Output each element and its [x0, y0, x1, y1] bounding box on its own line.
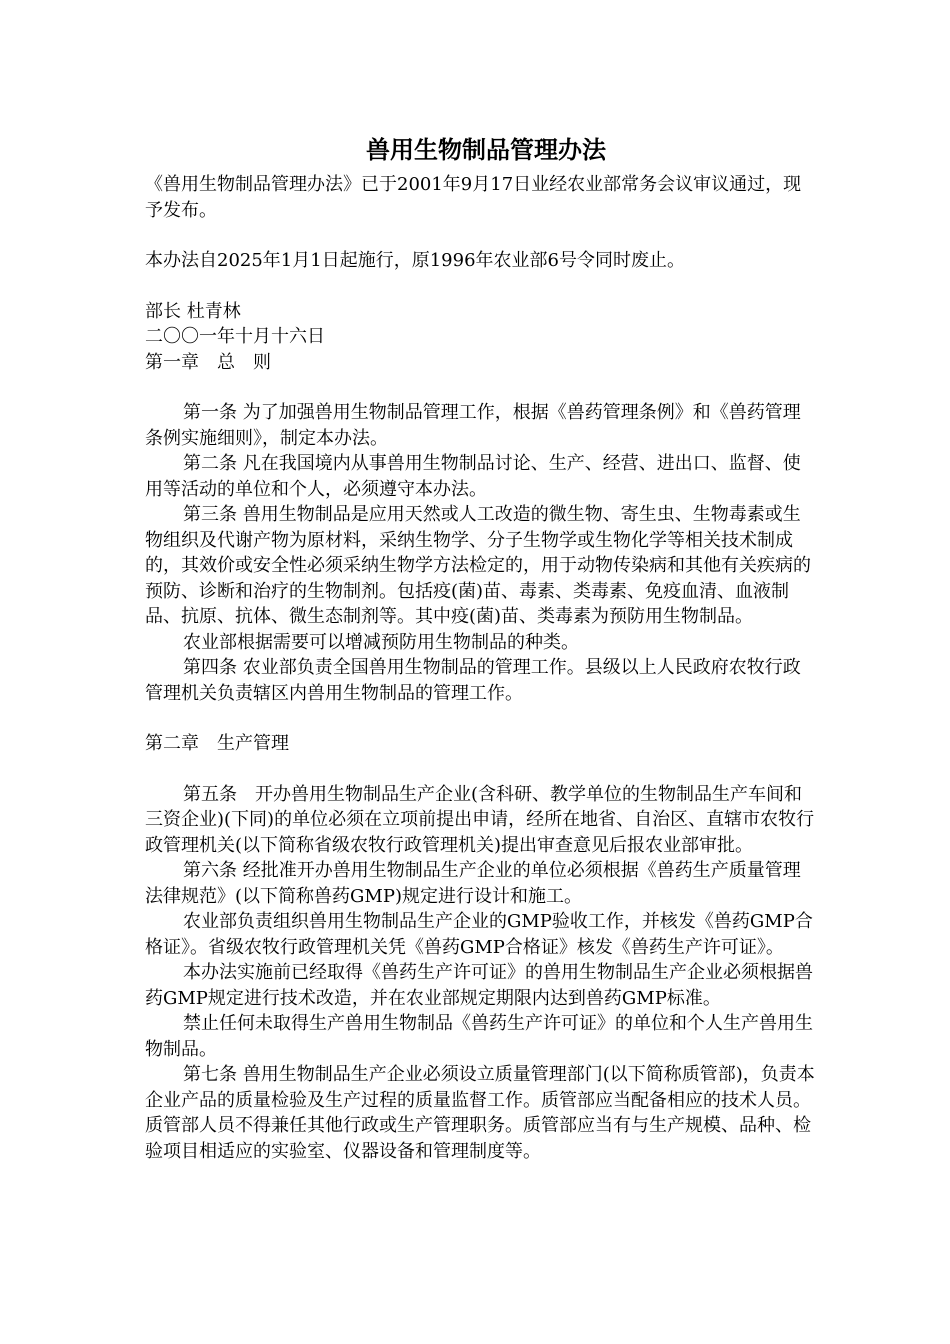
- minister-signature: 部长 杜青林: [145, 300, 241, 322]
- chapter-2-article-6: 第六条 经批准开办兽用生物制品生产企业的单位必须根据《兽药生产质量管理法律规范》(以下简称兽药GMP)规定进行设计和施工。: [145, 860, 801, 907]
- spacer: [145, 706, 817, 731]
- spacer: [145, 375, 817, 400]
- chapter-2-article-7: 第七条 兽用生物制品生产企业必须设立质量管理部门(以下简称质管部)，负责本企业产品的质量检验及生产过程的质量监督工作。质管部应当配备相应的技术人员。质管部人员不得兼任其他行政或生产管理职务。质管部应当有与生产规模、品种、检验项目相适应的实验室、仪器设备和管理制度等。: [145, 1064, 815, 1162]
- document-page: [145, 130, 817, 1164]
- chapter-1-article-3: 第三条 兽用生物制品是应用天然或人工改造的微生物、寄生虫、生物毒素或生物组织及代谢产物为原材料，采纳生物学、分子生物学或生物化学等相关技术制成的，其效价或安全性必须采纳生物学方法检定的，用于动物传染病和其他有关疾病的预防、诊断和治疗的生物制剂。包括疫(菌)苗、毒素、类毒素、免疫血清、血液制品、抗原、抗体、微生态制剂等。其中疫(菌)苗、类毒素为预防用生物制品。: [145, 504, 811, 627]
- chapter-2-article-5: 第五条 开办兽用生物制品生产企业(含科研、教学单位的生物制品生产车间和三资企业)(下同)的单位必须在立项前提出申请，经所在地省、自治区、直辖市农牧行政管理机关(以下简称省级农牧行政管理机关)提出审查意见后报农业部审批。: [145, 783, 815, 856]
- chapter-2-article-6-prohibition: 禁止任何未取得生产兽用生物制品《兽药生产许可证》的单位和个人生产兽用生物制品。: [145, 1013, 813, 1060]
- chapter-1-article-1: 第一条 为了加强兽用生物制品管理工作，根据《兽药管理条例》和《兽药管理条例实施细则》，制定本办法。: [145, 402, 801, 449]
- chapter-2-heading: 第二章 生产管理: [145, 733, 289, 754]
- spacer: [145, 223, 817, 248]
- chapter-1-article-4: 第四条 农业部负责全国兽用生物制品的管理工作。县级以上人民政府农牧行政管理机关负责辖区内兽用生物制品的管理工作。: [145, 657, 801, 704]
- chapter-1-article-3-note: 农业部根据需要可以增减预防用生物制品的种类。: [183, 631, 579, 653]
- spacer: [145, 757, 817, 782]
- chapter-1-heading: 第一章 总 则: [145, 351, 271, 373]
- intro-paragraph: 《兽用生物制品管理办法》已于2001年9月17日业经农业部常务会议审议通过，现予发布。: [145, 174, 802, 221]
- document-title: 兽用生物制品管理办法: [366, 135, 606, 164]
- chapter-2-article-6-upgrade: 本办法实施前已经取得《兽药生产许可证》的兽用生物制品生产企业必须根据兽药GMP规定进行技术改造，并在农业部规定期限内达到兽药GMP标准。: [145, 962, 813, 1009]
- chapter-2-article-6-gmp: 农业部负责组织兽用生物制品生产企业的GMP验收工作，并核发《兽药GMP合格证》。省级农牧行政管理机关凭《兽药GMP合格证》核发《兽药生产许可证》。: [145, 911, 813, 958]
- effective-date-paragraph: 本办法自2025年1月1日起施行，原1996年农业部6号令同时废止。: [145, 250, 685, 271]
- spacer: [145, 274, 817, 299]
- issue-date: 二〇〇一年十月十六日: [145, 326, 325, 347]
- chapter-1-article-2: 第二条 凡在我国境内从事兽用生物制品讨论、生产、经营、进出口、监督、使用等活动的单位和个人，必须遵守本办法。: [145, 453, 801, 500]
